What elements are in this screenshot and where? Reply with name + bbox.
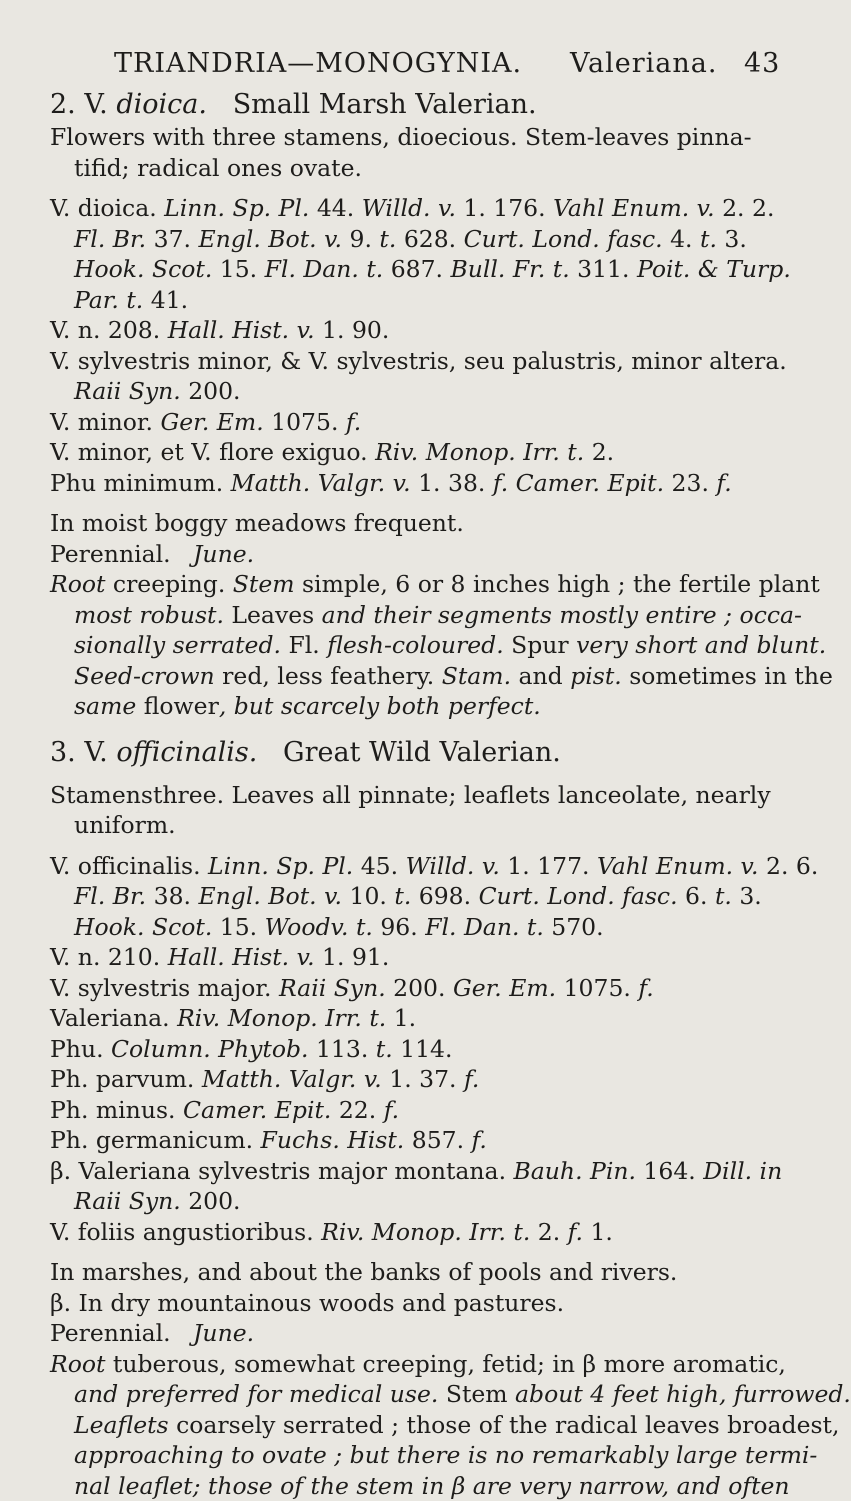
citation-text: 22. (331, 1096, 383, 1124)
citation-text: Ph. parvum. (50, 1065, 202, 1093)
synonym-line (50, 468, 764, 499)
synonym-line (50, 1125, 764, 1156)
species-heading (50, 88, 764, 122)
citation-text: creeping. (105, 570, 232, 598)
citation-source: Matth. Valgr. v. (202, 1065, 382, 1093)
synonym-line (50, 254, 764, 285)
description-line (50, 630, 764, 661)
citation-source: Curt. Lond. fasc. (479, 882, 678, 910)
citation-text: sometimes in the (622, 662, 833, 690)
citation-source: Woodv. t. (265, 913, 373, 941)
citation-text: Phu. (50, 1035, 111, 1063)
description-line (50, 1471, 764, 1501)
citation-source: Fuchs. Hist. (261, 1126, 405, 1154)
species-heading (50, 736, 764, 770)
citation-source: Riv. Monop. Irr. t. (177, 1004, 386, 1032)
citation-text: Phu minimum. (50, 469, 231, 497)
citation-source: Stam. (442, 662, 511, 690)
citation-text: 687. (383, 255, 450, 283)
citation-source: Willd. v. (362, 194, 456, 222)
citation-text: V. n. 210. (50, 943, 168, 971)
citation-text: 200. (181, 377, 241, 405)
citation-text: 96. (373, 913, 425, 941)
citation-text: β. Valeriana sylvestris major montana. (50, 1157, 514, 1185)
citation-text: 1. 177. (500, 852, 597, 880)
citation-text: 698. (411, 882, 478, 910)
citation-source: f. (638, 974, 653, 1002)
synonym-line (50, 1034, 764, 1065)
citation-source: Hook. Scot. (74, 913, 212, 941)
citation-source: Poit. & Turp. (637, 255, 791, 283)
duration-line (50, 1318, 764, 1349)
diagnosis-line: tifid; radical ones ovate. (50, 153, 764, 184)
citation-text: V. minor. (50, 408, 160, 436)
citation-source: Column. Phytob. (111, 1035, 308, 1063)
synonym-line (50, 224, 764, 255)
description (50, 1349, 764, 1501)
citation-text: 37. (146, 225, 198, 253)
running-head-genus: Valeriana. (570, 48, 717, 79)
citation-source: Engl. Bot. v. (198, 225, 342, 253)
citation-source: , but scarcely both perfect. (219, 692, 541, 720)
synonymy (50, 851, 764, 1248)
description-line (50, 661, 764, 692)
citation-source: Raii Syn. (74, 1187, 181, 1215)
citation-source: Matth. Valgr. v. (231, 469, 411, 497)
citation-source: Bull. Fr. t. (451, 255, 570, 283)
synonym-line (50, 285, 764, 316)
citation-source: Camer. Epit. (516, 469, 664, 497)
citation-text: simple, 6 or 8 inches high ; the fertile plant (295, 570, 820, 598)
citation-text: V. dioica. (50, 194, 164, 222)
citation-source: Fl. Br. (74, 225, 146, 253)
citation-text: 857. (404, 1126, 471, 1154)
citation-text: 9. (342, 225, 379, 253)
citation-text: Leaves (231, 601, 314, 629)
citation-source: Root (50, 570, 105, 598)
citation-source: Riv. Monop. Irr. t. (321, 1218, 530, 1246)
citation-text: 3. (732, 882, 762, 910)
description-line (50, 1410, 764, 1441)
diagnosis-line: Stamensthree. Leaves all pinnate; leaflets lanceolate, nearly (50, 780, 764, 811)
synonym-line (50, 376, 764, 407)
description (50, 569, 764, 722)
synonym-line (50, 346, 764, 377)
citation-text: red, less feathery. (215, 662, 442, 690)
citation-source: Seed-crown (74, 662, 215, 690)
citation-source: t. (379, 225, 396, 253)
citation-text: 2. 2. (715, 194, 775, 222)
citation-source: same (74, 692, 144, 720)
citation-source: t. (394, 882, 411, 910)
citation-text: flower (144, 692, 219, 720)
citation-source: Raii Syn. (74, 377, 181, 405)
citation-source: f. (472, 1126, 487, 1154)
species-number: 3. V. (50, 737, 108, 768)
citation-text: 1. 91. (315, 943, 390, 971)
citation-source: about 4 feet high, furrowed. (508, 1380, 851, 1408)
synonym-line (50, 315, 764, 346)
citation-source: Bauh. Pin. (514, 1157, 636, 1185)
citation-text: 113. (309, 1035, 376, 1063)
citation-text: Spur (511, 631, 569, 659)
synonym-line (50, 851, 764, 882)
citation-text: 570. (544, 913, 604, 941)
citation-text: 15. (212, 913, 264, 941)
common-name: Small Marsh Valerian. (233, 89, 537, 120)
description-line (50, 691, 764, 722)
citation-source: f. (493, 469, 508, 497)
citation-text: 1. (386, 1004, 416, 1032)
citation-text: 4. (663, 225, 700, 253)
citation-source: Stem (233, 570, 295, 598)
description-line (50, 1379, 764, 1410)
citation-text: 41. (143, 286, 188, 314)
duration: Perennial. (50, 1319, 171, 1347)
citation-text: tuberous, somewhat creeping, fetid; in β more aromatic, (105, 1350, 785, 1378)
synonym-line (50, 407, 764, 438)
species-name: officinalis. (116, 737, 257, 768)
citation-text: V. minor, et V. flore exiguo. (50, 438, 375, 466)
duration: Perennial. (50, 540, 171, 568)
citation-text: Ph. minus. (50, 1096, 183, 1124)
citation-source: approaching to ovate ; but there is no remarkably large termi- (74, 1441, 817, 1469)
synonym-line (50, 437, 764, 468)
citation-text: 1. 38. (411, 469, 493, 497)
citation-source: Willd. v. (406, 852, 500, 880)
citation-source: Hall. Hist. v. (168, 316, 315, 344)
citation-source: Fl. Br. (74, 882, 146, 910)
citation-source: t. (715, 882, 732, 910)
citation-source: f. (346, 408, 361, 436)
citation-source: Leaflets (74, 1411, 169, 1439)
flowering-time: June. (193, 1319, 254, 1347)
citation-source: Linn. Sp. Pl. (208, 852, 353, 880)
citation-text: 1075. (556, 974, 638, 1002)
citation-text: 3. (717, 225, 747, 253)
citation-source: Vahl Enum. v. (553, 194, 715, 222)
description-line (50, 569, 764, 600)
species-name: dioica. (116, 89, 207, 120)
citation-source: Ger. Em. (453, 974, 556, 1002)
synonym-line (50, 1095, 764, 1126)
citation-text: 1. 90. (315, 316, 390, 344)
species-number: 2. V. (50, 89, 108, 120)
diagnosis-line: Flowers with three stamens, dioecious. Stem-leaves pinna- (50, 122, 764, 153)
citation-source: very short and blunt. (569, 631, 827, 659)
description-line (50, 600, 764, 631)
citation-source: t. (376, 1035, 393, 1063)
citation-text: 15. (212, 255, 264, 283)
synonym-line (50, 973, 764, 1004)
citation-text: 45. (353, 852, 405, 880)
citation-source: nal leaflet; those of the stem in β are very narrow, and often (74, 1472, 790, 1500)
citation-text: 2. (584, 438, 614, 466)
citation-source: Hook. Scot. (74, 255, 212, 283)
citation-source: Riv. Monop. Irr. t. (375, 438, 584, 466)
citation-text (508, 469, 515, 497)
citation-source: f. (384, 1096, 399, 1124)
citation-text: Fl. (288, 631, 319, 659)
running-head-title: TRIANDRIA—MONOGYNIA. (114, 48, 522, 79)
citation-text: Ph. germanicum. (50, 1126, 261, 1154)
citation-text: 200. (386, 974, 453, 1002)
synonym-line (50, 1156, 764, 1187)
citation-source: Fl. Dan. t. (425, 913, 544, 941)
description-line (50, 1440, 764, 1471)
citation-source: Linn. Sp. Pl. (164, 194, 309, 222)
description-line (50, 1349, 764, 1380)
citation-text: 2. 6. (759, 852, 819, 880)
citation-source: Raii Syn. (279, 974, 386, 1002)
citation-source: f. (464, 1065, 479, 1093)
citation-source: Root (50, 1350, 105, 1378)
synonym-line (50, 1064, 764, 1095)
citation-text: 10. (342, 882, 394, 910)
citation-text: Valeriana. (50, 1004, 177, 1032)
citation-text: 1075. (264, 408, 346, 436)
citation-source: Par. t. (74, 286, 143, 314)
diagnosis-line: uniform. (50, 810, 764, 841)
habitat: In moist boggy meadows frequent. (50, 508, 764, 539)
running-head (50, 48, 764, 88)
citation-source: f. (568, 1218, 583, 1246)
citation-source: Dill. in (703, 1157, 782, 1185)
citation-text: 114. (393, 1035, 453, 1063)
citation-source: t. (700, 225, 717, 253)
citation-text: V. sylvestris major. (50, 974, 279, 1002)
habitat-beta: β. In dry mountainous woods and pastures. (50, 1288, 764, 1319)
citation-source: Engl. Bot. v. (198, 882, 342, 910)
citation-text: 44. (309, 194, 361, 222)
citation-text: Stem (446, 1380, 508, 1408)
citation-source: sionally serrated. (74, 631, 288, 659)
citation-text: 2. (530, 1218, 567, 1246)
citation-text: 1. 37. (382, 1065, 464, 1093)
synonym-line (50, 912, 764, 943)
citation-text: coarsely serrated ; those of the radical leaves broadest, (169, 1411, 840, 1439)
citation-text: 200. (181, 1187, 241, 1215)
habitat: In marshes, and about the banks of pools and rivers. (50, 1257, 764, 1288)
citation-text: V. foliis angustioribus. (50, 1218, 321, 1246)
citation-text: 23. (664, 469, 716, 497)
synonym-line (50, 193, 764, 224)
citation-source: f. (716, 469, 731, 497)
citation-text: 1. (583, 1218, 613, 1246)
citation-source: and their segments mostly entire ; occa- (314, 601, 802, 629)
citation-source: Vahl Enum. v. (597, 852, 759, 880)
citation-text: V. n. 208. (50, 316, 168, 344)
synonym-line (50, 1186, 764, 1217)
citation-text: 164. (636, 1157, 703, 1185)
citation-text: 1. 176. (456, 194, 553, 222)
synonymy (50, 193, 764, 498)
citation-source: Curt. Lond. fasc. (464, 225, 663, 253)
citation-source: flesh-coloured. (320, 631, 511, 659)
citation-source: pist. (570, 662, 622, 690)
citation-text: 628. (396, 225, 463, 253)
synonym-line (50, 1217, 764, 1248)
citation-source: Hall. Hist. v. (168, 943, 315, 971)
citation-source: and preferred for medical use. (74, 1380, 446, 1408)
citation-text: V. officinalis. (50, 852, 208, 880)
citation-source: Camer. Epit. (183, 1096, 331, 1124)
common-name: Great Wild Valerian. (283, 737, 561, 768)
citation-source: most robust. (74, 601, 231, 629)
citation-source: Ger. Em. (160, 408, 263, 436)
synonym-line (50, 1003, 764, 1034)
synonym-line (50, 881, 764, 912)
citation-source: Fl. Dan. t. (265, 255, 384, 283)
duration-line (50, 539, 764, 570)
flowering-time: June. (193, 540, 254, 568)
page-number: 43 (744, 48, 780, 79)
citation-text: V. sylvestris minor, & V. sylvestris, seu palustris, minor altera. (50, 347, 787, 375)
citation-text: and (511, 662, 570, 690)
citation-text: 6. (678, 882, 715, 910)
citation-text: 38. (146, 882, 198, 910)
citation-text: 311. (570, 255, 637, 283)
synonym-line (50, 942, 764, 973)
